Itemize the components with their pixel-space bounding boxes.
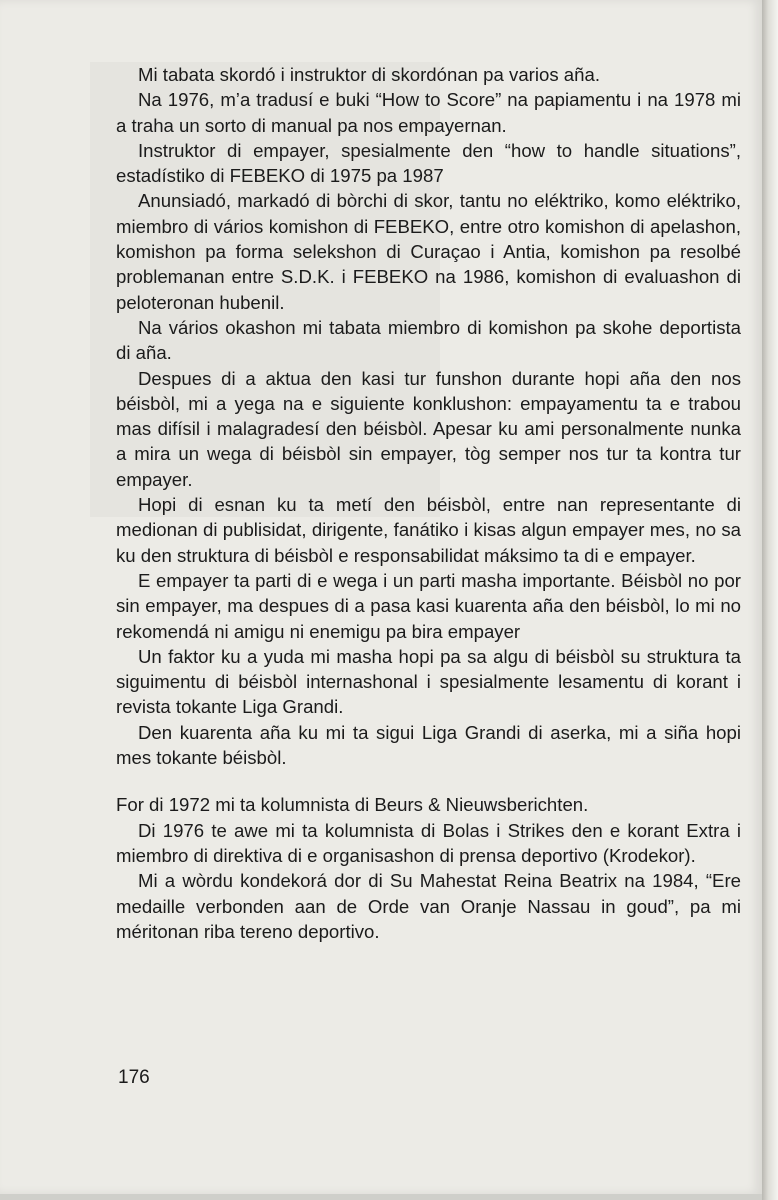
paragraph: Na 1976, m’a tradusí e buki “How to Score” na papiamentu i na 1978 mi a traha un sorto di manual pa nos empayernan. xyxy=(116,89,741,136)
paragraph: For di 1972 mi ta kolumnista di Beurs & Nieuwsberichten. xyxy=(116,794,589,816)
paragraph: Un faktor ku a yuda mi masha hopi pa sa algu di béisbòl su struktura ta siguimentu di béisbòl internashonal i spesialmente lesamentu di korant i revista tokante Liga Grandi. xyxy=(116,645,741,718)
paragraph: Di 1976 te awe mi ta kolumnista di Bolas i Strikes den e korant Extra i miembro di direktiva di e organisashon di prensa deportivo (Krodekor). xyxy=(116,819,741,866)
paragraph: Na vários okashon mi tabata miembro di komishon pa skohe deportista di aña. xyxy=(116,316,741,364)
paragraph: Mi tabata skordó i instruktor di skordónan pa varios aña. xyxy=(138,64,600,85)
paragraph: Instruktor di empayer, spesialmente den “how to handle situations”, estadístiko di FEBEKO di 1975 pa 1987 xyxy=(116,139,741,187)
paragraph: Hopi di esnan ku ta metí den béisbòl, entre nan representante di medionan di publisidat, dirigente, fanátiko i kisas algun empayer mes, no sa ku den struktura di béisbòl e responsabilidat máksimo ta di e empayer. xyxy=(116,494,741,566)
page-number: 176 xyxy=(118,1067,150,1088)
paragraph: Mi a wòrdu kondekorá dor di Su Mahestat Reina Beatrix na 1984, “Ere medaille verbonden aan de Orde van Oranje Nassau in goud”, pa mi méritonan riba tereno deportivo. xyxy=(116,870,741,942)
page-edge xyxy=(762,0,778,1200)
paragraph: E empayer ta parti di e wega i un parti masha importante. Béisbòl no por sin empayer, ma despues di a pasa kasi kuarenta aña den béisbòl, lo mi no rekomendá ni amigu ni enemigu pa bira empayer xyxy=(116,569,741,642)
paragraph: Den kuarenta aña ku mi ta sigui Liga Grandi di aserka, mi a siña hopi mes tokante béisbòl. xyxy=(116,721,741,769)
paragraph: Anunsiadó, markadó di bòrchi di skor, tantu no eléktriko, komo eléktriko, miembro di vários komishon di FEBEKO, entre otro komishon di apelashon, komishon pa forma selekshon di Curaçao i Antia, komishon pa resolbé problemanan entre S.D.K. i FEBEKO na 1986, komishon di evaluashon di peloteronan hubenil. xyxy=(116,190,741,313)
paragraph: Despues di a aktua den kasi tur funshon durante hopi aña den nos béisbòl, mi a yega na e siguiente konklushon: empayamentu ta e trabou mas difísil i malagradesí den béisbòl. Apesar ku ami personalmente nunka a mira un wega di béisbòl sin empayer, tòg semper nos tur ta kontra tur empayer. xyxy=(116,367,741,490)
body-text xyxy=(116,62,741,944)
